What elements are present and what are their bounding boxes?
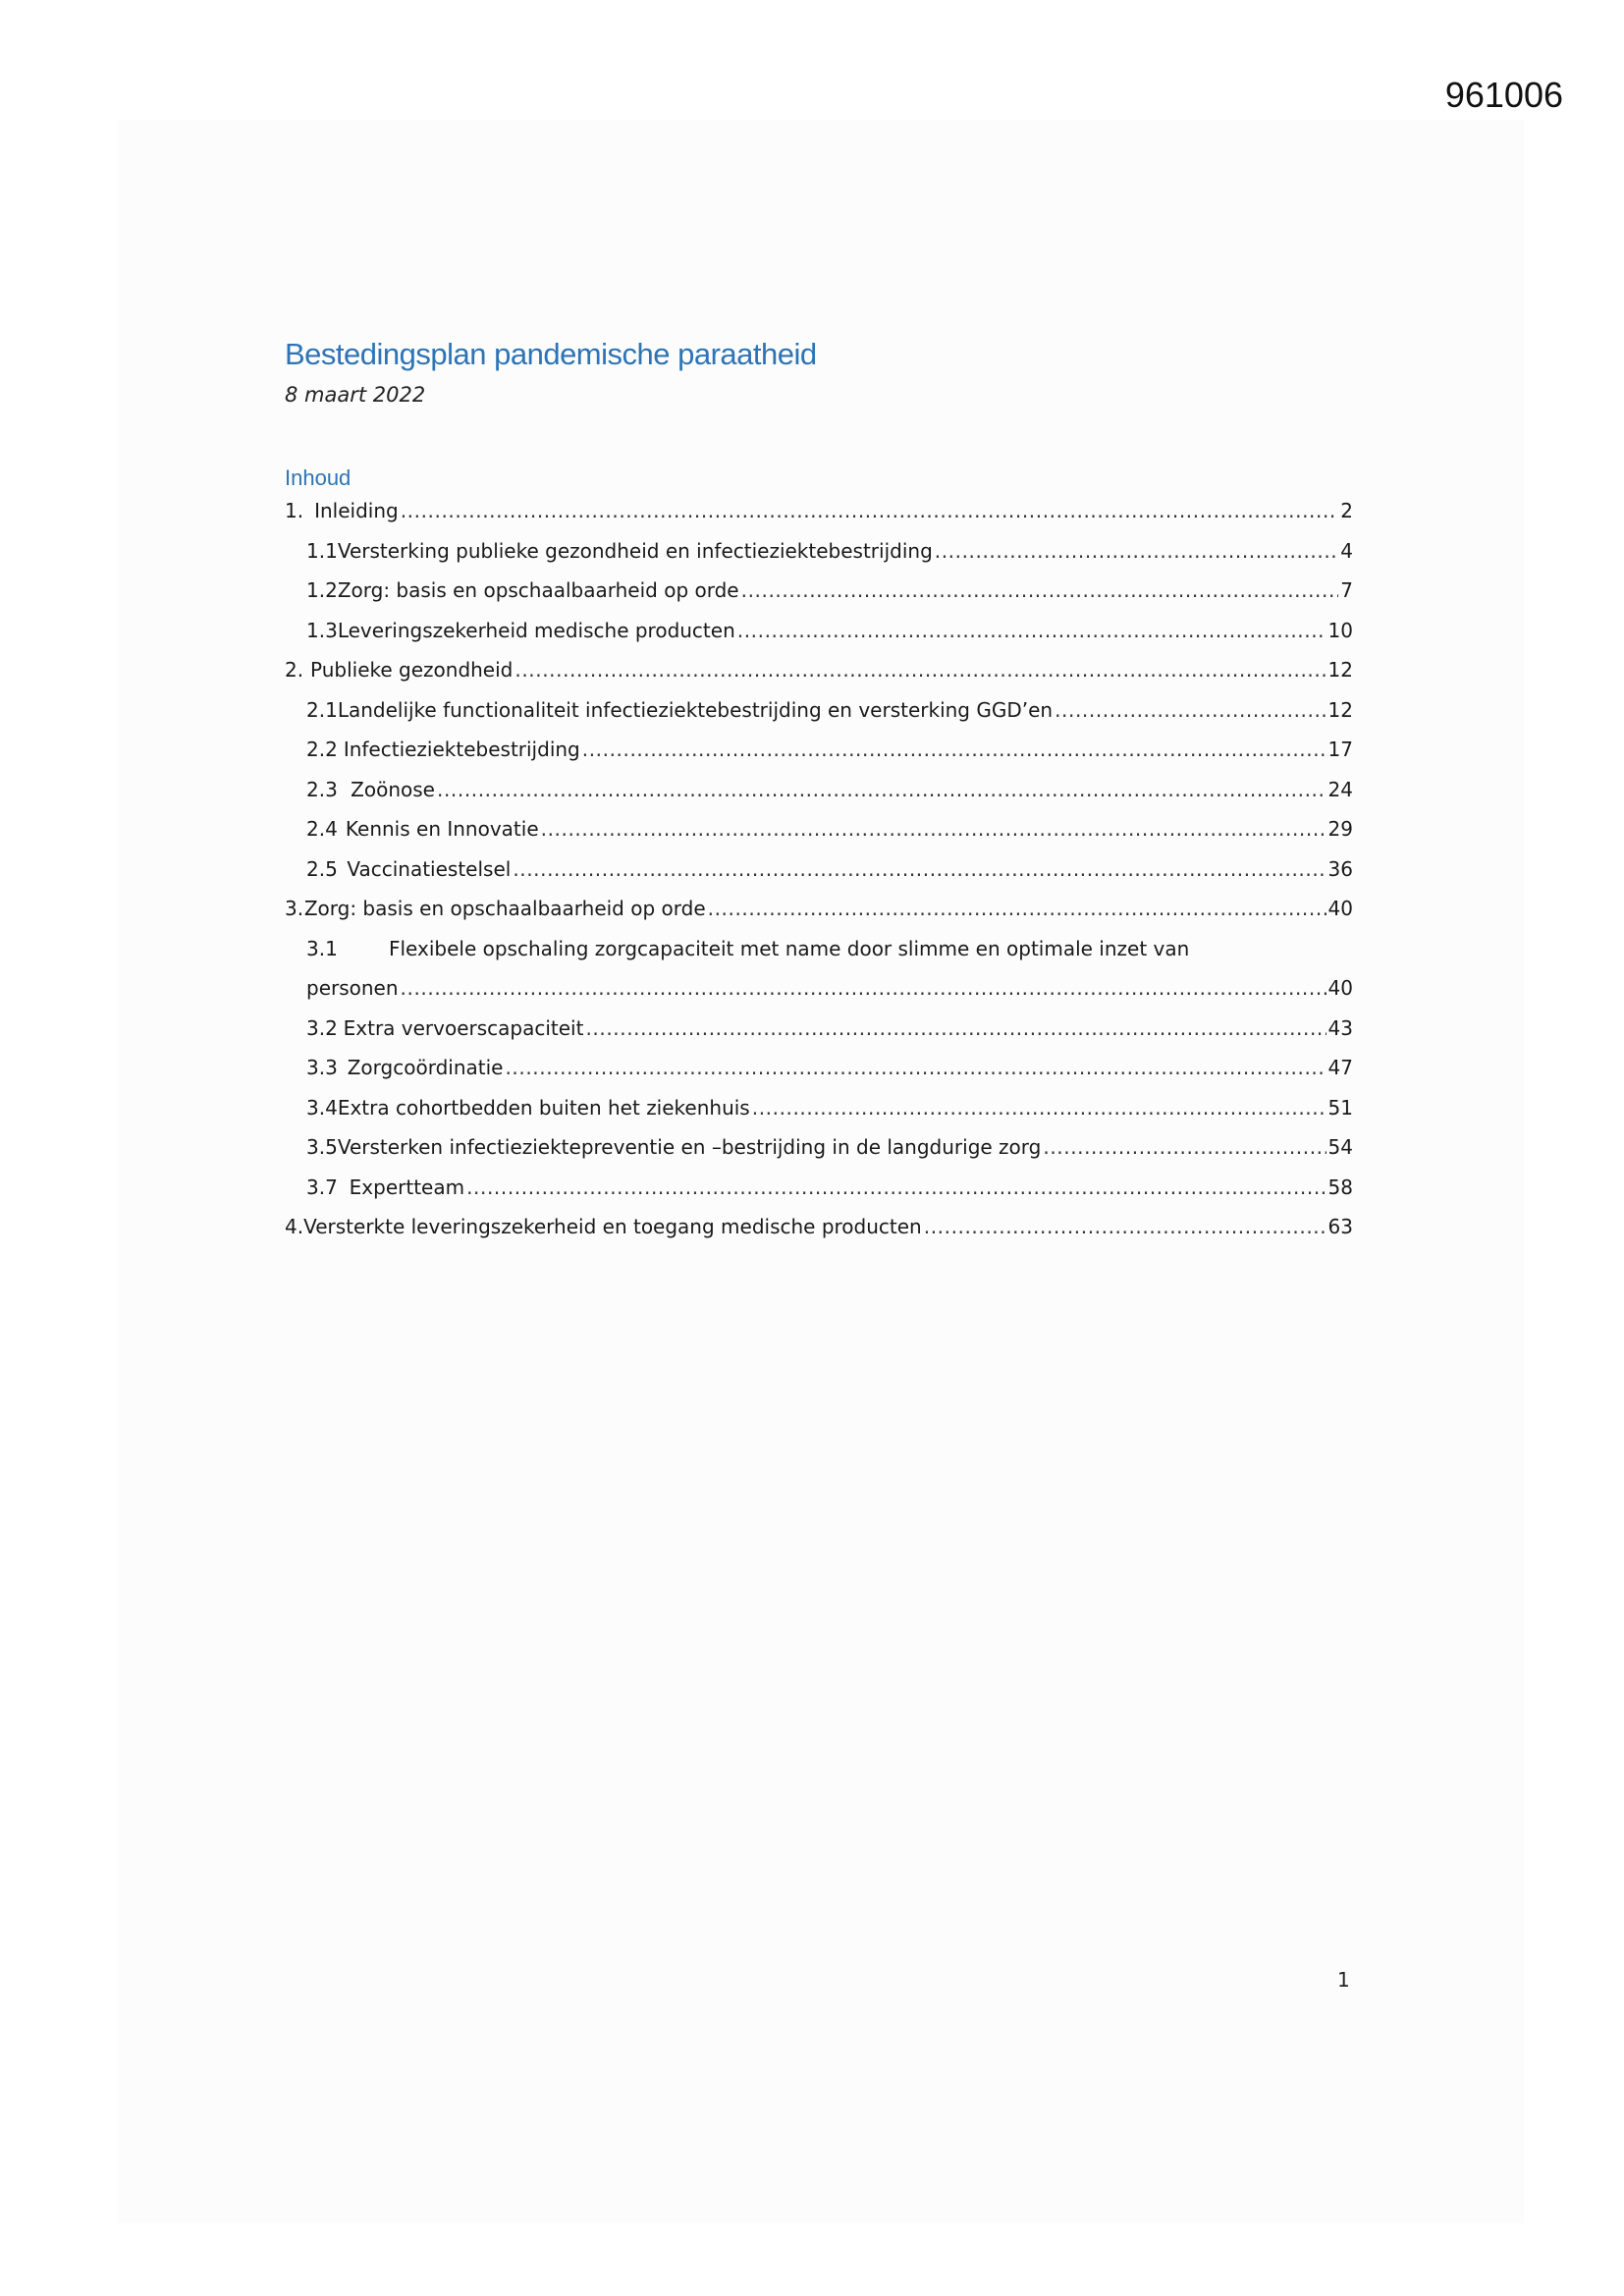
toc-entry-label: Expertteam	[349, 1175, 465, 1199]
toc-entry-page: 58	[1327, 1175, 1353, 1199]
toc-entry-page: 29	[1327, 817, 1353, 841]
toc-leader-dots	[401, 968, 1326, 1009]
toc-entry-number: 4.	[285, 1215, 304, 1238]
toc-entry-number: 3.1	[306, 936, 338, 960]
toc-entry-label: Leveringszekerheid medische producten	[337, 618, 735, 642]
toc-entry-page: 40	[1327, 897, 1353, 920]
toc-leader-dots	[935, 531, 1339, 572]
toc-entry-number: 3.7	[306, 1175, 338, 1199]
toc-entry-label: Extra vervoerscapaciteit	[343, 1015, 584, 1040]
toc-leader-dots	[752, 1088, 1326, 1128]
toc-entry-number: 1.3	[306, 618, 338, 642]
toc-entry-page: 24	[1327, 777, 1353, 801]
toc-entry-number: 2.2	[306, 738, 338, 761]
toc-entry-page: 47	[1327, 1056, 1353, 1079]
toc-entry-page: 36	[1327, 856, 1353, 881]
toc-entry[interactable]	[285, 849, 1353, 890]
toc-entry-number: 2.5	[306, 856, 338, 881]
toc-leader-dots	[514, 650, 1326, 690]
toc-entry[interactable]	[285, 650, 1353, 690]
page-number: 1	[1337, 1968, 1350, 1992]
toc-entry[interactable]	[285, 1088, 1353, 1128]
toc-entry-label: Landelijke functionaliteit infectieziektebestrijding en versterking GGD’en	[337, 697, 1054, 722]
toc-entry[interactable]	[285, 889, 1353, 929]
toc-entry-page: 54	[1327, 1135, 1353, 1159]
toc-leader-dots	[1043, 1127, 1326, 1168]
toc-entry-page: 63	[1327, 1215, 1353, 1238]
toc-entry-page: 4	[1340, 538, 1353, 563]
toc-entry[interactable]	[285, 929, 1353, 1009]
toc-entry-page: 12	[1327, 658, 1353, 682]
toc-entry-number: 2.3	[306, 777, 338, 801]
toc-leader-dots	[585, 1009, 1326, 1049]
toc-leader-dots	[582, 730, 1326, 770]
toc-leader-dots	[513, 849, 1326, 890]
toc-leader-dots	[466, 1168, 1326, 1208]
toc-entry[interactable]	[285, 1207, 1353, 1247]
toc-entry-label: Versterking publieke gezondheid en infectieziektebestrijding	[337, 538, 933, 563]
document-date: 8 maart 2022	[285, 383, 426, 407]
toc-entry-page: 51	[1327, 1095, 1353, 1120]
toc-entry-label-continued: personen	[306, 976, 399, 1000]
document-title: Bestedingsplan pandemische paraatheid	[285, 337, 817, 371]
toc-entry[interactable]	[285, 611, 1353, 651]
toc-entry-label: Inleiding	[314, 499, 399, 522]
toc-entry-number: 3.3	[306, 1056, 338, 1079]
toc-entry-page: 2	[1340, 499, 1353, 522]
toc-entry[interactable]	[285, 491, 1353, 531]
toc-entry-label: Versterken infectieziektepreventie en –bestrijding in de langdurige zorg	[337, 1135, 1042, 1159]
toc-entry-label: Flexibele opschaling zorgcapaciteit met name door slimme en optimale inzet van	[389, 936, 1190, 960]
toc-entry[interactable]	[285, 690, 1353, 731]
toc-leader-dots	[708, 889, 1326, 929]
toc-entry[interactable]	[285, 571, 1353, 611]
toc-entry-number: 3.5	[306, 1135, 338, 1159]
toc-entry-label: Kennis en Innovatie	[345, 817, 539, 841]
toc-entry-number: 3.	[285, 897, 304, 920]
toc-entry[interactable]	[285, 1168, 1353, 1208]
toc-entry-label: Publieke gezondheid	[310, 658, 514, 682]
toc-leader-dots	[437, 770, 1326, 810]
table-of-contents	[285, 491, 1353, 1247]
toc-leader-dots	[505, 1048, 1326, 1088]
toc-entry-label: Zorg: basis en opschaalbaarheid op orde	[337, 578, 739, 602]
toc-entry[interactable]	[285, 730, 1353, 770]
toc-entry-number: 2.4	[306, 817, 338, 841]
toc-entry-number: 2.	[285, 658, 304, 682]
toc-leader-dots	[401, 491, 1339, 531]
toc-entry-label: Extra cohortbedden buiten het ziekenhuis	[337, 1095, 750, 1120]
toc-entry-number: 3.4	[306, 1095, 338, 1120]
toc-leader-dots	[1055, 690, 1326, 731]
toc-entry[interactable]	[285, 531, 1353, 572]
toc-entry-number: 3.2	[306, 1015, 338, 1040]
toc-entry-number: 1.	[285, 499, 304, 522]
toc-entry[interactable]	[285, 1127, 1353, 1168]
toc-entry-number: 1.1	[306, 538, 338, 563]
toc-entry-label: Zoönose	[351, 777, 435, 801]
toc-entry-page: 7	[1340, 578, 1353, 602]
toc-entry-label: Zorgcoördinatie	[347, 1056, 504, 1079]
document-id: 961006	[1444, 75, 1563, 115]
toc-entry-second-line	[306, 968, 1353, 1009]
toc-entry[interactable]	[285, 1048, 1353, 1088]
toc-leader-dots	[924, 1207, 1326, 1247]
toc-entry-page: 17	[1327, 738, 1353, 761]
toc-entry-page: 12	[1327, 697, 1353, 722]
toc-leader-dots	[541, 809, 1326, 849]
toc-entry-first-line	[306, 929, 1353, 969]
toc-entry-page: 43	[1327, 1015, 1353, 1040]
toc-entry[interactable]	[285, 809, 1353, 849]
toc-heading: Inhoud	[285, 465, 352, 490]
toc-entry-number: 1.2	[306, 578, 338, 602]
toc-entry[interactable]	[285, 1009, 1353, 1049]
toc-entry-page: 10	[1327, 618, 1353, 642]
toc-entry[interactable]	[285, 770, 1353, 810]
toc-entry-label: Vaccinatiestelsel	[347, 856, 512, 881]
toc-entry-label: Zorg: basis en opschaalbaarheid op orde	[303, 897, 706, 920]
toc-leader-dots	[741, 571, 1339, 611]
toc-entry-number: 2.1	[306, 697, 338, 722]
toc-leader-dots	[737, 611, 1326, 651]
toc-entry-page: 40	[1327, 976, 1353, 1000]
toc-entry-label: Infectieziektebestrijding	[343, 738, 580, 761]
toc-entry-label: Versterkte leveringszekerheid en toegang medische producten	[303, 1215, 922, 1238]
